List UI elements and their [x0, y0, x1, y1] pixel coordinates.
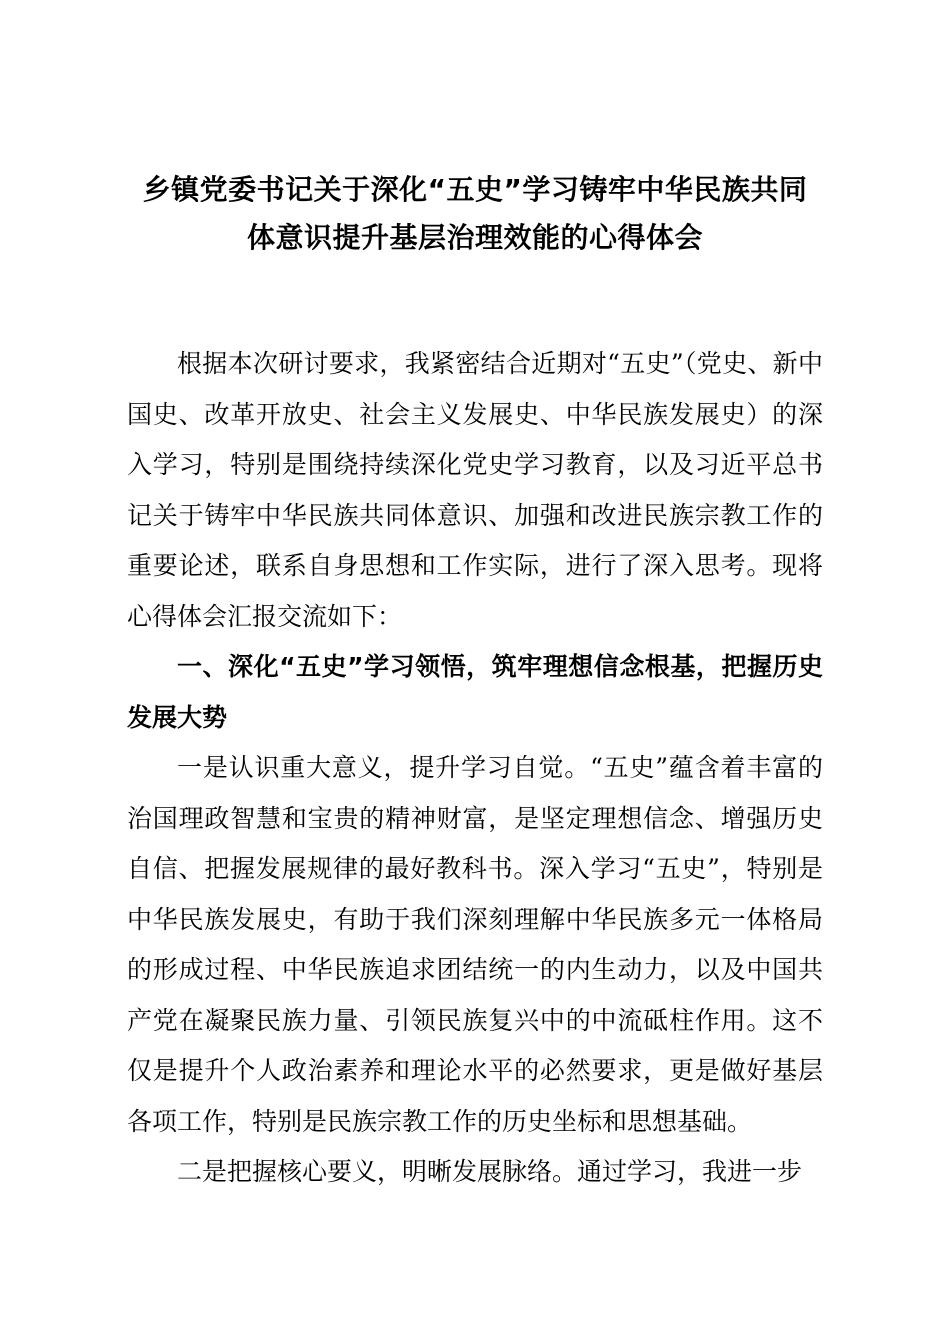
intro-paragraph: 根据本次研讨要求，我紧密结合近期对“五史”（党史、新中国史、改革开放史、社会主义发展史、中华民族发展史）的深入学习，特别是围绕持续深化党史学习教育，以及习近平总书记关于铸牢中华民族共同体意识、加强和改进民族宗教工作的重要论述，联系自身思想和工作实际，进行了深入思考。现将心得体会汇报交流如下： — [127, 349, 823, 631]
title-line-2: 体意识提升基层治理效能的心得体会 — [246, 221, 703, 254]
document-title — [100, 166, 850, 262]
document-body — [127, 339, 823, 1198]
title-line-1: 乡镇党委书记关于深化“五史”学习铸牢中华民族共同 — [142, 173, 808, 206]
body-paragraph-1: 一是认识重大意义，提升学习自觉。“五史”蕴含着丰富的治国理政智慧和宝贵的精神财富，是坚定理想信念、增强历史自信、把握发展规律的最好教科书。深入学习“五史”，特别是中华民族发展史，有助于我们深刻理解中华民族多元一体格局的形成过程、中华民族追求团结统一的内生动力，以及中国共产党在凝聚民族力量、引领民族复兴中的中流砥柱作用。这不仅是提升个人政治素养和理论水平的必然要求，更是做好基层各项工作，特别是民族宗教工作的历史坐标和思想基础。 — [127, 753, 823, 1136]
body-paragraph-2: 二是把握核心要义，明晰发展脉络。通过学习，我进一步 — [177, 1157, 803, 1186]
section-heading-1: 一、深化“五史”学习领悟，筑牢理想信念根基，把握历史发展大势 — [127, 652, 823, 732]
